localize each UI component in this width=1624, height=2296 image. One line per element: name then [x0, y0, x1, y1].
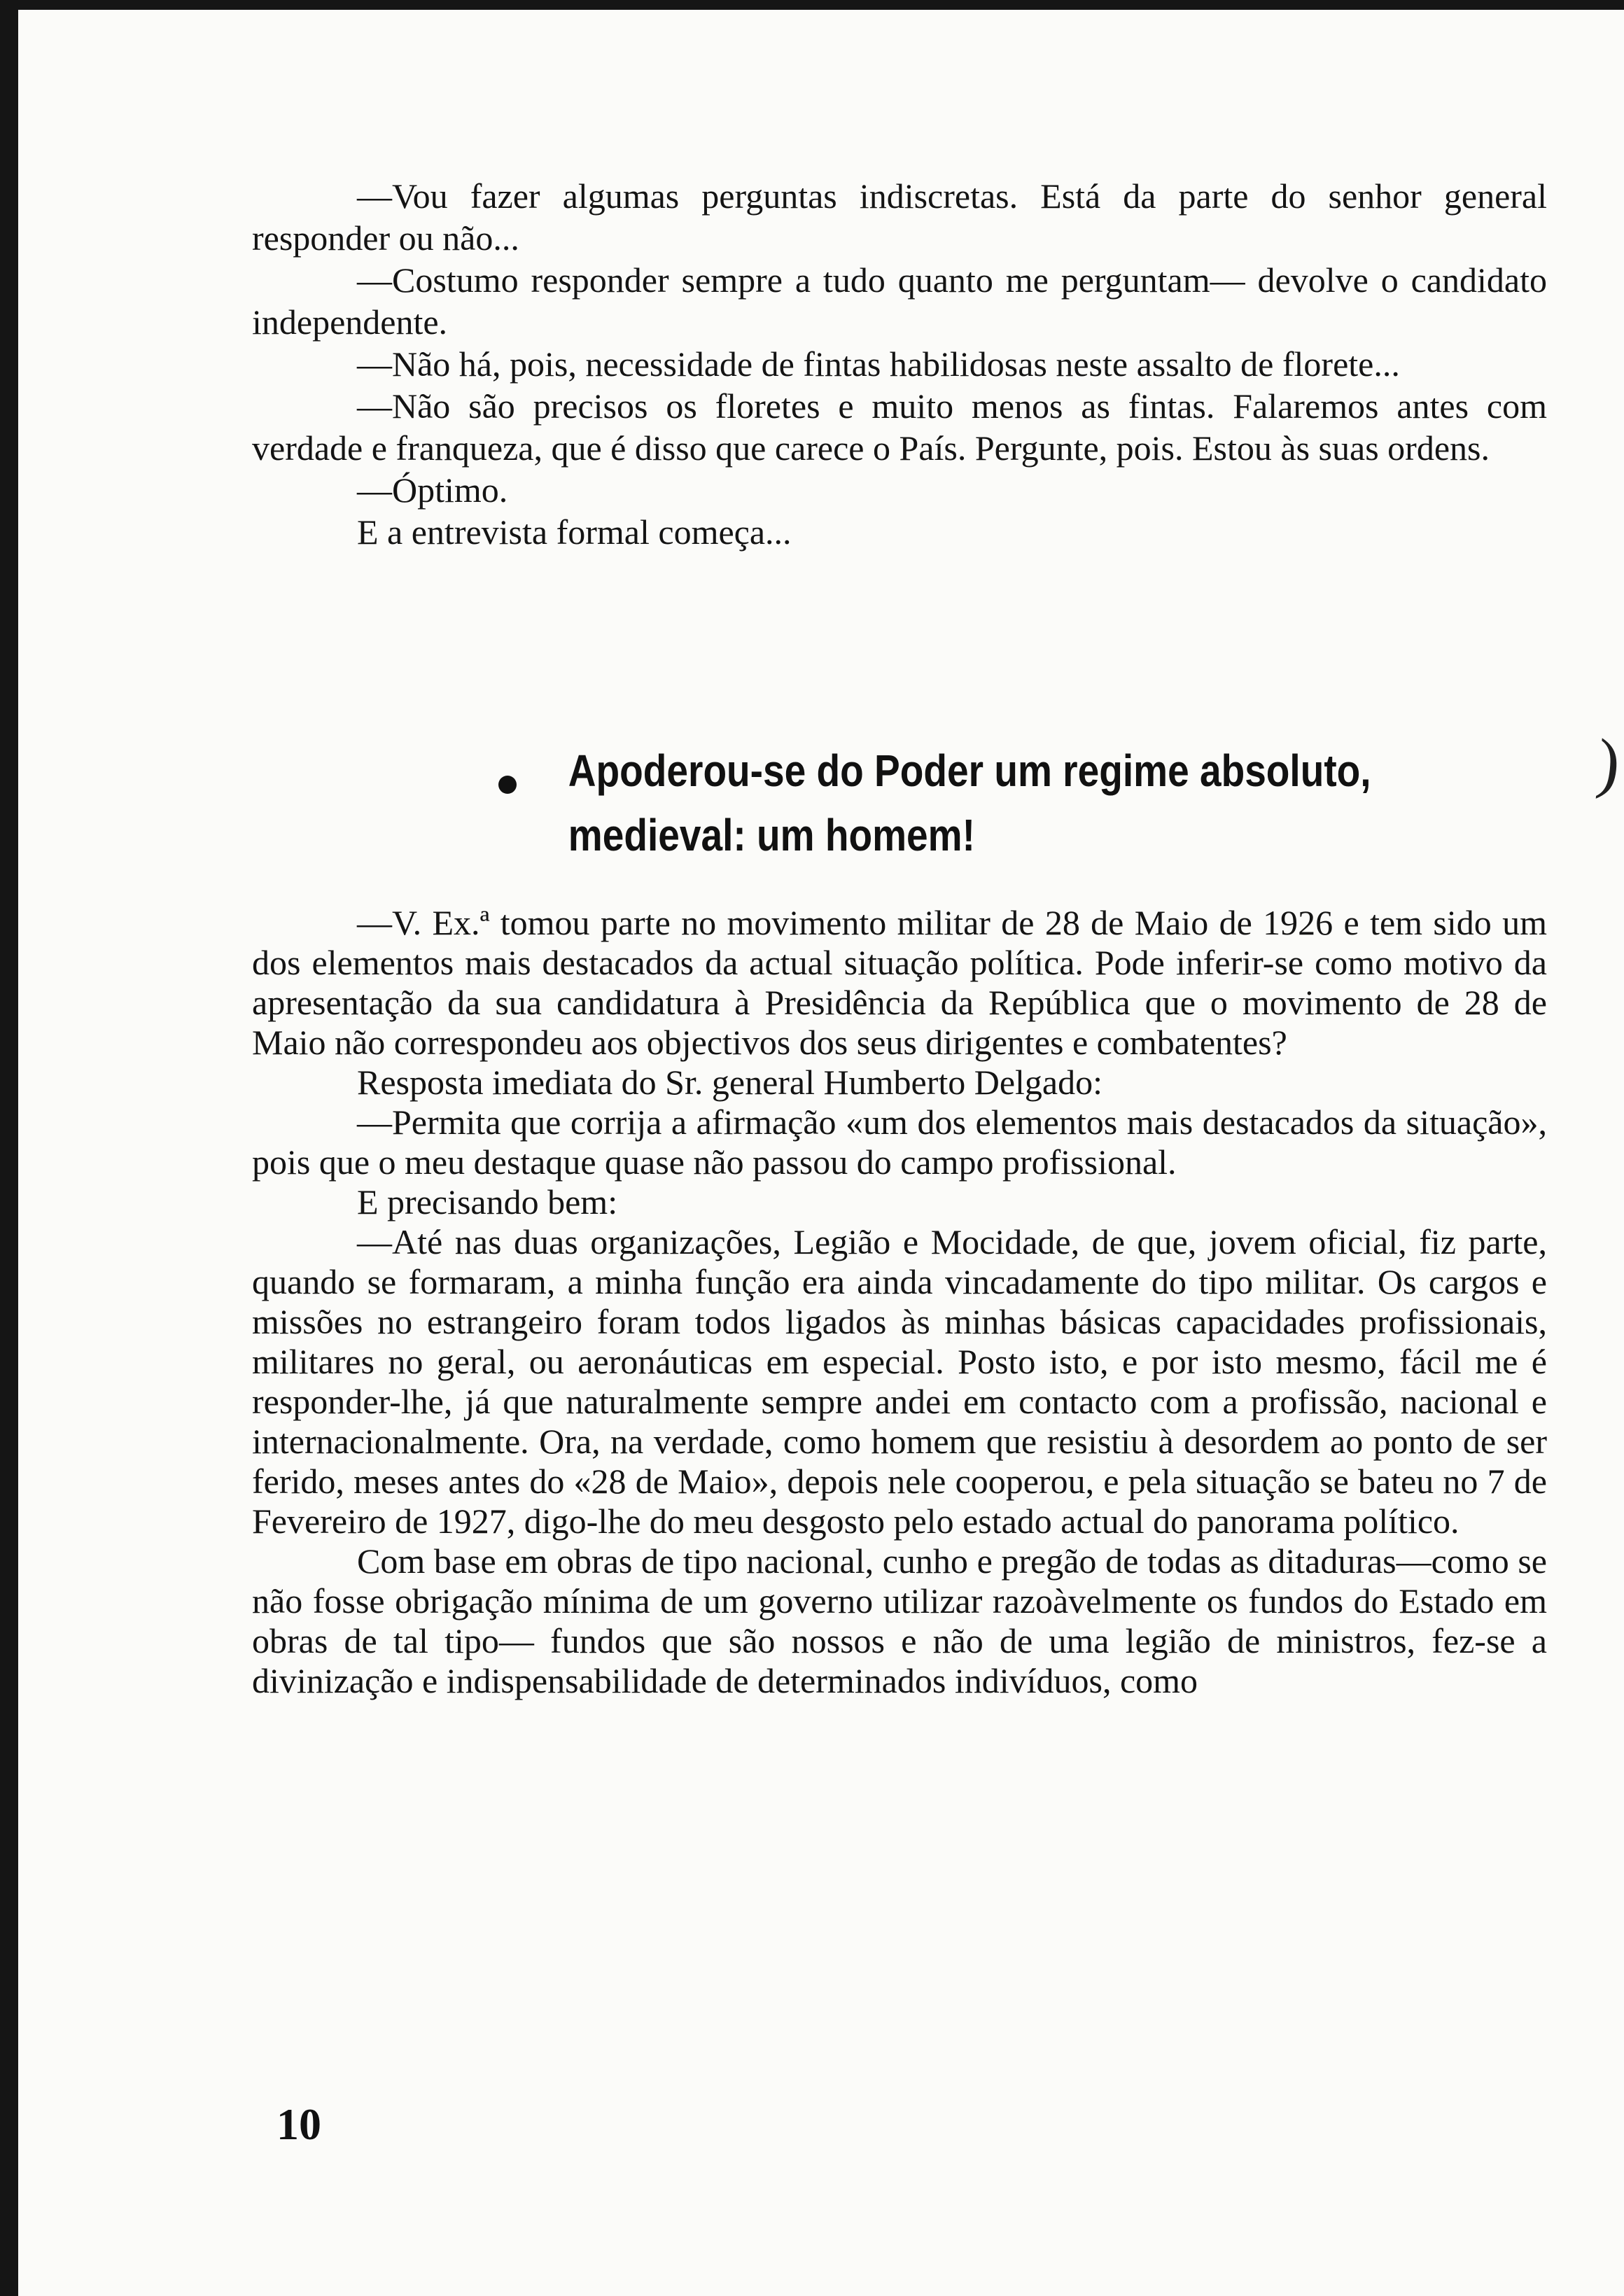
body-paragraph: Com base em obras de tipo nacional, cunho e pregão de todas as ditaduras—como se não fosse obrigação mínima de um governo utilizar razoàvelmente os fundos do Estado em obras de tal tipo— fundos que são nossos e não de uma legião de ministros, fez-se a divinização e indispensabilidade de determinados indivíduos, como — [252, 1541, 1547, 1700]
intro-dialogue — [252, 175, 1547, 553]
intro-paragraph: —Vou fazer algumas perguntas indiscretas. Está da parte do senhor general responder ou não... — [252, 176, 1547, 258]
page-border-left — [0, 0, 18, 2296]
section-heading — [490, 738, 1405, 867]
page-border-top — [0, 0, 1624, 10]
intro-paragraph: —Óptimo. — [357, 470, 508, 510]
body-paragraph: Resposta imediata do Sr. general Humberto Delgado: — [357, 1063, 1103, 1102]
intro-paragraph: —Não são precisos os floretes e muito menos as fintas. Falaremos antes com verdade e franqueza, que é disso que carece o País. Pergunte, pois. Estou às suas ordens. — [252, 386, 1547, 468]
page-number: 10 — [276, 2099, 321, 2149]
body-paragraph: —Até nas duas organizações, Legião e Mocidade, de que, jovem oficial, fiz parte, quando se formaram, a minha função era ainda vincadamente do tipo militar. Os cargos e missões no estrangeiro foram todos ligados às minhas básicas capacidades profissionais, militares no geral, ou aeronáuticas em especial. Posto isto, e por isto mesmo, fácil me é responder-lhe, já que naturalmente sempre andei em contacto com a profissão, nacional e internacionalmente. Ora, na verdade, como homem que resistiu à desordem ao ponto de ser ferido, meses antes do «28 de Maio», depois nele cooperou, e pela situação se bateu no 7 de Fevereiro de 1927, digo-lhe do meu desgosto pelo estado actual do panorama político. — [252, 1222, 1547, 1541]
intro-paragraph: E a entrevista formal começa... — [357, 512, 792, 552]
intro-paragraph: —Costumo responder sempre a tudo quanto me perguntam— devolve o candidato independente. — [252, 260, 1547, 342]
body-paragraph: —Permita que corrija a afirmação «um dos elementos mais destacados da situação», pois que o meu destaque quase não passou do campo profissional. — [252, 1102, 1547, 1182]
section-heading-text: Apoderou-se do Poder um regime absoluto, medieval: um homem! — [568, 746, 1371, 860]
intro-paragraph: —Não há, pois, necessidade de fintas habilidosas neste assalto de florete... — [357, 344, 1400, 384]
margin-bracket-mark: ) — [1593, 724, 1624, 802]
interview-body — [252, 903, 1547, 1701]
body-paragraph: —V. Ex.ª tomou parte no movimento militar de 28 de Maio de 1926 e tem sido um dos elementos mais destacados da actual situação política. Pode inferir-se como motivo da apresentação da sua candidatura à Presidência da República que o movimento de 28 de Maio não correspondeu aos objectivos dos seus dirigentes e combatentes? — [252, 903, 1547, 1062]
body-paragraph: E precisando bem: — [357, 1182, 618, 1222]
